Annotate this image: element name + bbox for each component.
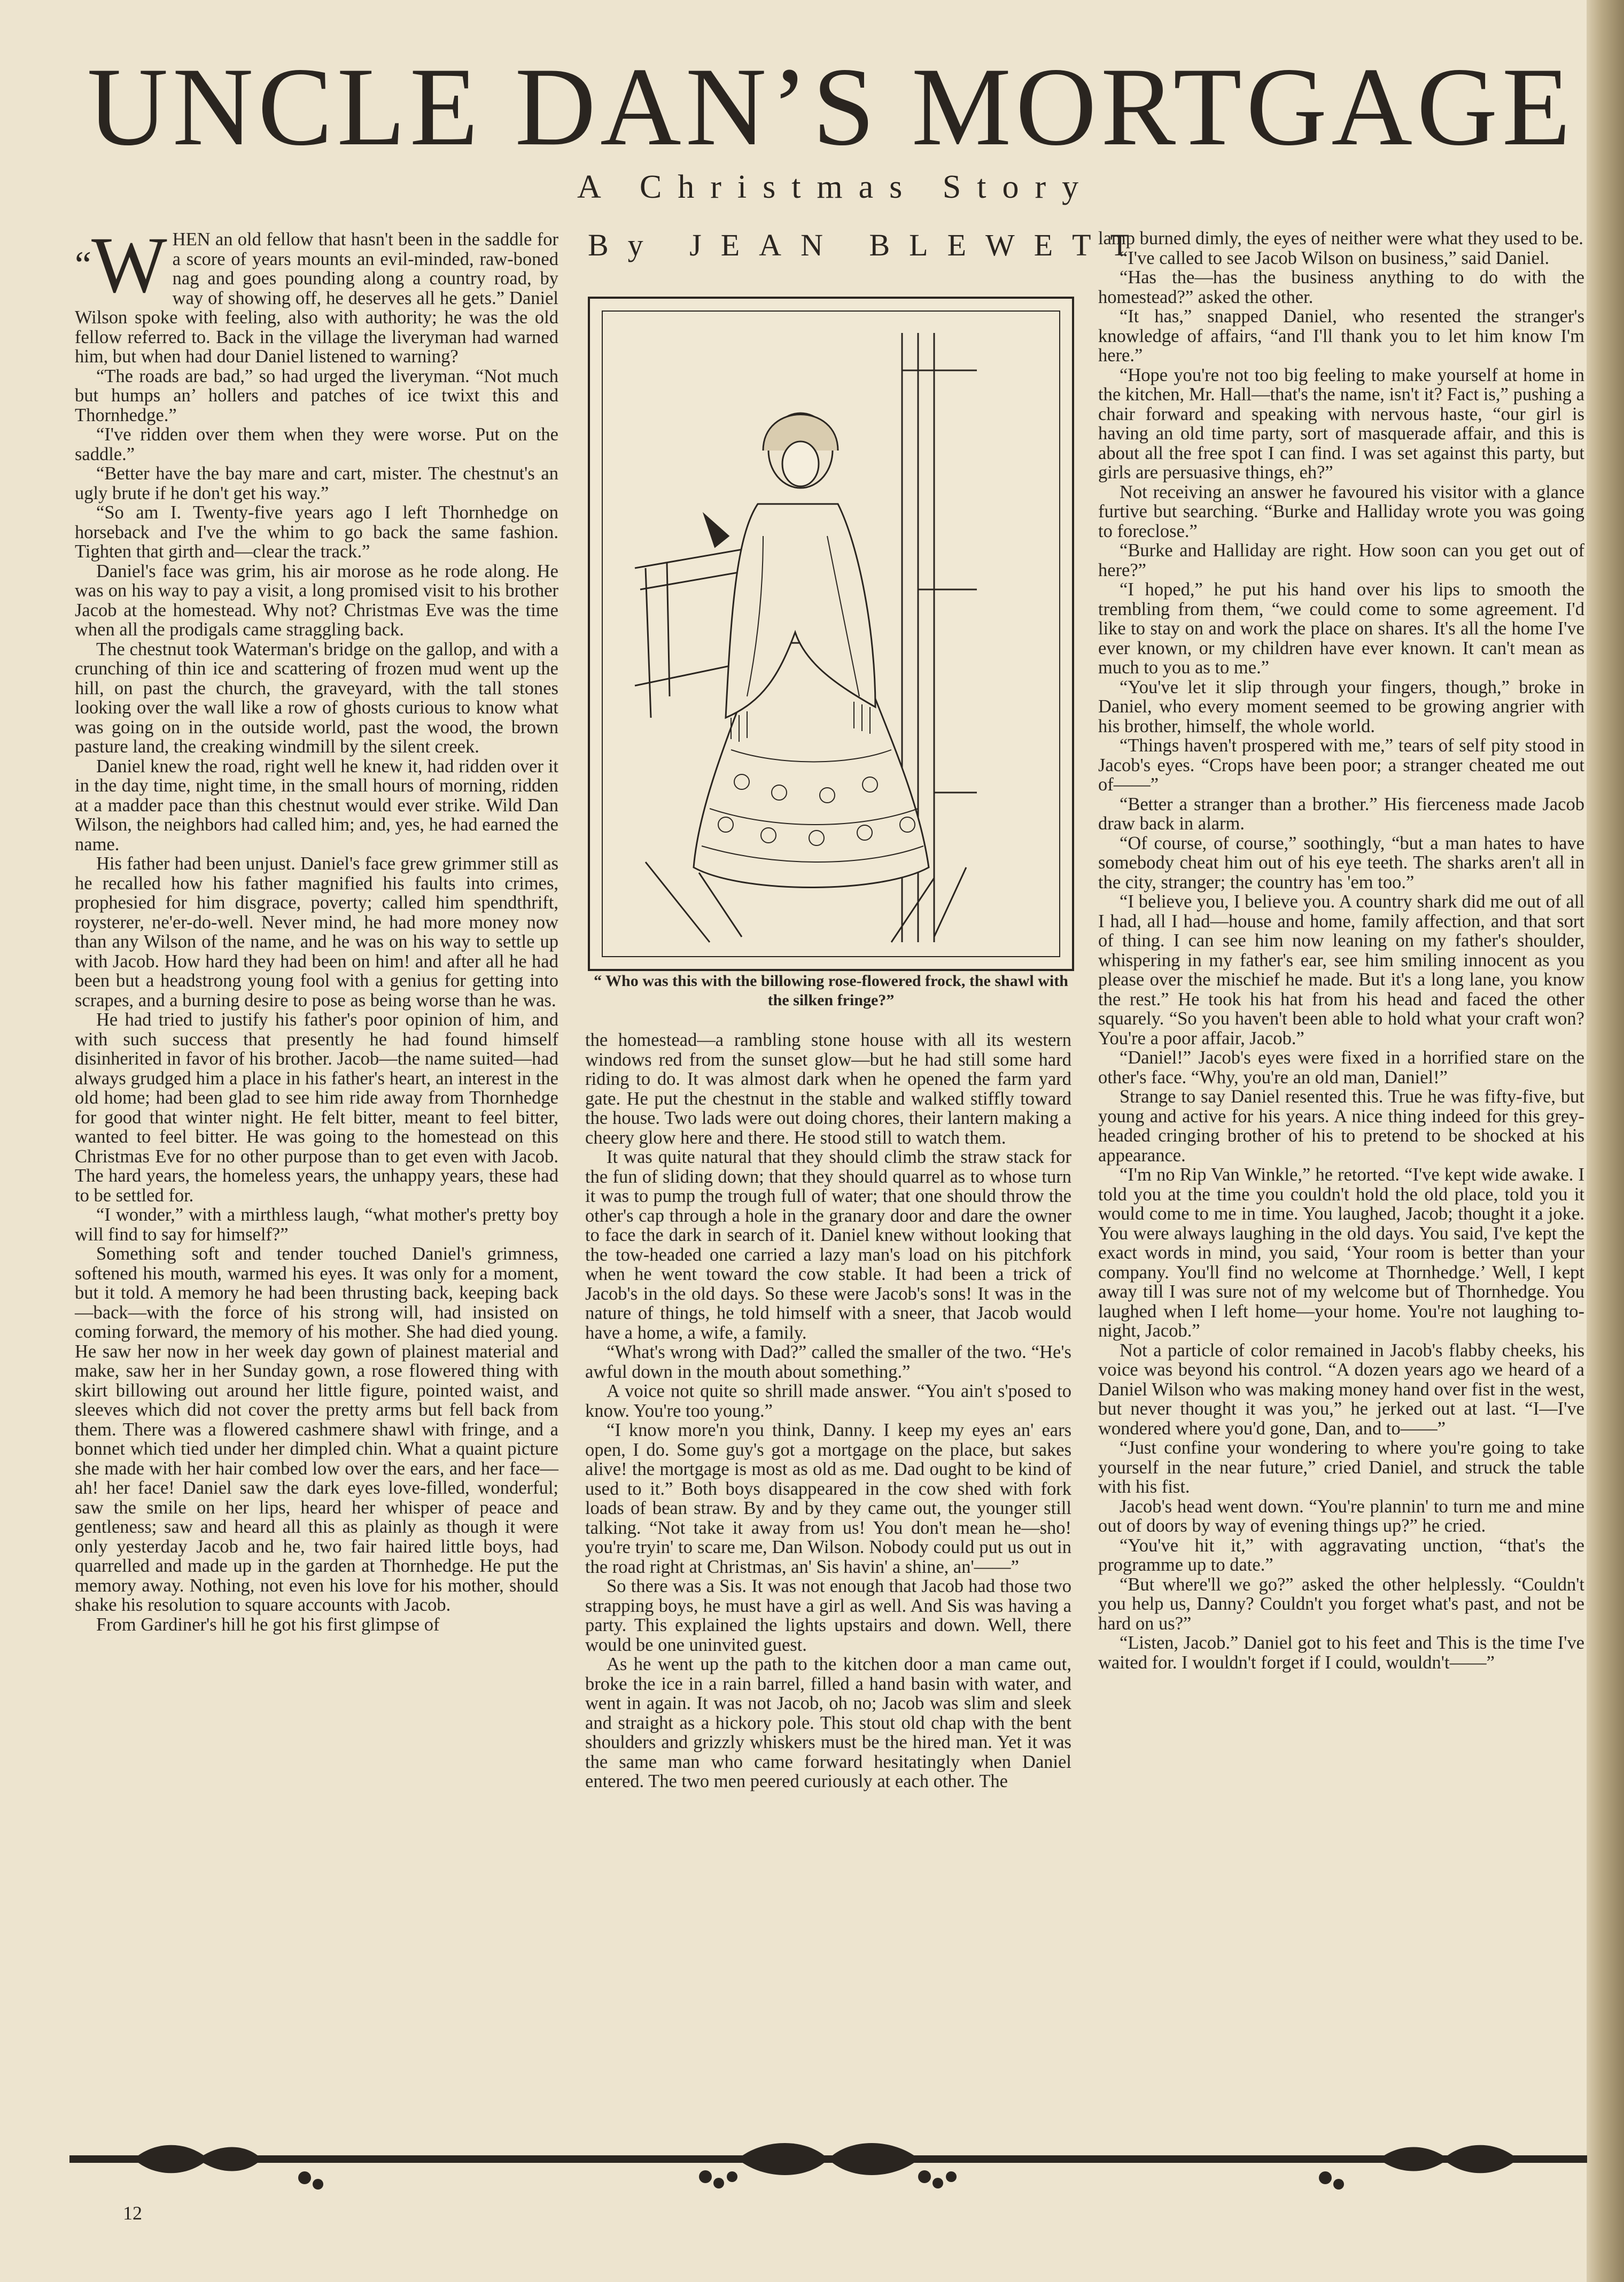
paragraph: “Better a stranger than a brother.” His fierceness made Jacob draw back in alarm. — [1098, 794, 1584, 834]
paragraph: “I'm no Rip Van Winkle,” he retorted. “I've kept wide awake. I told you at the time you couldn't hold the old place, told you it would come to me in time. You laughed, Jacob; thought it a joke. You were always laughing in the old days. You said, I've kept the exact words in mind, you said, ‘Your room is better than your company. You'll find no welcome at Thornhedge.’ Well, I kept away till I was sure not of my welcome but of Thornhedge. You laughed when I left home—your home. You're not laughing to-night, Jacob.” — [1098, 1165, 1584, 1341]
article-title: UNCLE DAN’S MORTGAGE — [87, 45, 1575, 169]
paragraph: “So am I. Twenty-five years ago I left Thornhedge on horseback and I've the whim to go back the same fashion. Tighten that girth and—clear the track.” — [75, 502, 558, 562]
paragraph: “Listen, Jacob.” Daniel got to his feet and This is the time I've waited for. I wouldn't forget if I could, wouldn't——” — [1098, 1633, 1584, 1673]
paragraph: “It has,” snapped Daniel, who resented the stranger's knowledge of affairs, “and I'll thank you to let him know I'm here.” — [1098, 306, 1584, 366]
paragraph: “Hope you're not too big feeling to make yourself at home in the kitchen, Mr. Hall—that's the name, isn't it? Fact is,” pushing a chair forward and speaking with nervous haste, “our girl is having an old time party, sort of masquerade affair, and this is about all the free spot I can find. I was set against this party, but girls are persuasive things, eh?” — [1098, 364, 1584, 483]
paragraph: The chestnut took Waterman's bridge on the gallop, and with a crunching of thin ice and scattering of frozen mud went up the hill, on past the church, the graveyard, with the tall stones looking over the wall like a row of ghosts curious to know what was going on in the outside world, past the wood, the brown pasture land, the creaking windmill by the silent creek. — [75, 639, 558, 757]
paragraph: From Gardiner's hill he got his first glimpse of — [96, 1614, 440, 1635]
paragraph: Jacob's head went down. “You're plannin' to turn me and mine out of doors by way of evening things up?” he cried. — [1098, 1496, 1584, 1536]
paragraph: “I believe you, I believe you. A country shark did me out of all I had, all I had—house and home, family affection, and that sort of thing. I can see him now leaning on my father's shoulder, whispering in my father's ear, see him smiling innocent as you please over the mischief he made. But it's a long lane, you know the rest.” He took his hat from his head and faced the other squarely. “So you haven't been able to hold what your craft won? You're a poor affair, Jacob.” — [1098, 891, 1584, 1049]
paragraph: As he went up the path to the kitchen door a man came out, broke the ice in a rain barrel, filled a hand basin with water, and went in again. It was not Jacob, oh no; Jacob was slim and sleek and straight as a hickory pole. This stout old chap with the bent shoulders and grizzly whiskers must be the hired man. Yet it was the same man who came forward hesitatingly when Daniel entered. The two men peered curiously at each other. The — [585, 1654, 1071, 1791]
paragraph: “Daniel!” Jacob's eyes were fixed in a horrified stare on the other's face. “Why, you're an old man, Daniel!” — [1098, 1047, 1584, 1088]
paragraph: “I know more'n you think, Danny. I keep my eyes an' ears open, I do. Some guy's got a mortgage on the place, but sakes alive! the mortgage is most as old as me. Dad ought to be kind of used to it.” Both boys disappeared in the cow shed with fork loads of bean straw. By and by they came out, the younger still talking. “Not take it away from us! You don't mean he—sho! you're tryin' to scare me, Dan Wilson. Nobody could put us out in the road right at Christmas, an' Sis havin' a shine, an'——” — [585, 1420, 1071, 1577]
illustration-caption: “ Who was this with the billowing rose-flowered frock, the shawl with the silken fringe?” — [594, 972, 1068, 1009]
illustration-inner-border — [602, 311, 1060, 957]
paragraph: Not a particle of color remained in Jacob's flabby cheeks, his voice was beyond his control. “A dozen years ago we heard of a Daniel Wilson who was making money hand over fist in the west, but never thought it was you,” he jerked out at last. “I—I've wondered where you'd gone, Dan, and to——” — [1098, 1340, 1584, 1439]
page-number: 12 — [123, 2202, 142, 2224]
paragraph: “Things haven't prospered with me,” tears of self pity stood in Jacob's eyes. “Crops have been poor; a stranger cheated me out of——” — [1098, 735, 1584, 795]
opening-paragraph: “W HEN an old fellow that hasn't been in the saddle for a score of years mounts an evil-minded, raw-boned nag and goes pounding along a country road, by way of showing off, he deserves all he gets.” Daniel Wilson spoke with feeling, also with authority; he was the old fellow referred to. Back in the village the liveryman had warned him, but when had dour Daniel listened to warning? — [75, 221, 558, 367]
paragraph: “Burke and Halliday are right. How soon can you get out of here?” — [1098, 540, 1584, 580]
paragraph: It was quite natural that they should climb the straw stack for the fun of sliding down; that they should quarrel as to whose turn it was to pump the trough full of water; that one should throw the other's cap through a hole in the granary door and dare the owner to face the dark in search of it. Daniel knew without looking that the tow-headed one carried a lazy man's load on his pitchfork when he went toward the cow stable. It had been a trick of Jacob's in the old days. So these were Jacob's sons! It was in the nature of things, he told himself with a sneer, that Jacob would have a home, a wife, a family. — [585, 1147, 1071, 1343]
paragraph: He had tried to justify his father's poor opinion of him, and with such success that presently he had found himself disinherited in favor of his brother. Jacob—the name suited—had always grudged him a place in his father's heart, an interest in the old home; had been glad to see him ride away from Thornhedge for good that winter night. He felt bitter, meant to feel bitter, wanted to feel bitter. He was going to the homestead on this Christmas Eve for no other purpose than to get even with Jacob. The hard years, the homeless years, the unhappy years, these had to be settled for. — [75, 1010, 558, 1206]
paragraph: “You've let it slip through your fingers, though,” broke in Daniel, who every moment seemed to be growing angrier with his brother, himself, the whole world. — [1098, 677, 1584, 736]
paragraph: Not receiving an answer he favoured his visitor with a glance furtive but searching. “Burke and Halliday wrote you was going to foreclose.” — [1098, 482, 1584, 541]
text-column-1 — [75, 221, 558, 1635]
paragraph: “The roads are bad,” so had urged the liveryman. “Not much but humps an’ hollers and patches of ice twixt this and Thornhedge.” — [75, 366, 558, 425]
paragraph: “But where'll we go?” asked the other helplessly. “Couldn't you help us, Danny? Couldn't you forget what's past, and not be hard on us?” — [1098, 1574, 1584, 1634]
paragraph: Daniel's face was grim, his air morose as he rode along. He was on his way to pay a visit, a long promised visit to his brother Jacob at the homestead. Why not? Christmas Eve was the time when all the prodigals came straggling back. — [75, 561, 558, 640]
paragraph: “Just confine your wondering to where you're going to take yourself in the near future,” cried Daniel, and struck the table with his fist. — [1098, 1438, 1584, 1497]
paragraph: lamp burned dimly, the eyes of neither were what they used to be. — [1098, 228, 1583, 249]
paragraph: “I hoped,” he put his hand over his lips to smooth the trembling from them, “we could come to some agreement. I'd like to stay on and work the place on shares. It's all the home I've ever known, or my children have ever known. It can't mean as much to you as to me.” — [1098, 579, 1584, 678]
paragraph: “Has the—has the business anything to do with the homestead?” asked the other. — [1098, 267, 1584, 307]
paragraph: “I've ridden over them when they were worse. Put on the saddle.” — [75, 424, 558, 464]
page-edge — [1587, 0, 1624, 2282]
illustration-frame — [588, 297, 1074, 971]
paragraph: “Of course, of course,” soothingly, “but a man hates to have somebody cheat him out of his eye teeth. The sharks aren't all in the city, stranger; the country has 'em too.” — [1098, 833, 1584, 892]
paragraph: Daniel knew the road, right well he knew it, had ridden over it in the day time, night time, in the small hours of morning, ridden at a madder pace than this chestnut would ever strike. Wild Dan Wilson, the neighbors had called him; and, yes, he had earned the name. — [75, 756, 558, 855]
article-subtitle: A Christmas Story — [577, 169, 1095, 205]
paragraph: “I wonder,” with a mirthless laugh, “what mother's pretty boy will find to say for himself?” — [75, 1205, 558, 1245]
holly-berry-ornament — [69, 2135, 1587, 2194]
paragraph: His father had been unjust. Daniel's face grew grimmer still as he recalled how his father magnified his faults into crimes, prophesied for him disgrace, poverty; called him spendthrift, roysterer, ne'er-do-well. Never mind, he had more money now than any Wilson of the name, and he was on his way to settle up with Jacob. How hard they had been on him! and after all he had been but a headstrong young fool with a genius for getting into scrapes, and a burning desire to pose as being worse than he was. — [75, 853, 558, 1011]
paragraph: Strange to say Daniel resented this. True he was fifty-five, but young and active for his years. A nice thing indeed for this grey-headed cringing brother of his to pretend to be shocked at his appearance. — [1098, 1086, 1584, 1166]
paragraph: the homestead—a rambling stone house with all its western windows red from the sunset glow—but he had still some hard riding to do. It was almost dark when he opened the farm yard gate. He put the chestnut in the stable and walked stiffly toward the house. Two lads were out doing chores, their lantern making a cheery glow here and there. He stood still to watch them. — [585, 1030, 1071, 1148]
article-byline: By JEAN BLEWETT — [588, 228, 1149, 262]
text-column-3 — [1098, 229, 1584, 1672]
paragraph: So there was a Sis. It was not enough that Jacob had those two strapping boys, he must have a girl as well. And Sis was having a party. This explained the lights upstairs and down. Well, there would be one uninvited guest. — [585, 1576, 1071, 1655]
drop-cap: “W — [75, 221, 167, 309]
paragraph: “You've hit it,” with aggravating unction, “that's the programme up to date.” — [1098, 1535, 1584, 1575]
text-column-2 — [585, 1030, 1071, 1791]
paragraph: “I've called to see Jacob Wilson on business,” said Daniel. — [1120, 247, 1550, 268]
paragraph: “What's wrong with Dad?” called the smaller of the two. “He's awful down in the mouth about something.” — [585, 1342, 1071, 1382]
paragraph: “Better have the bay mare and cart, mister. The chestnut's an ugly brute if he don't get his way.” — [75, 463, 558, 503]
paragraph: Something soft and tender touched Daniel's grimness, softened his mouth, warmed his eyes. It was only for a moment, but it told. A memory he had been thrusting back, keeping back—back—with the force of his strong will, had insisted on coming forward, the memory of his mother. She had died young. He saw her now in her week day gown of plainest material and make, saw her in her Sunday gown, a rose flowered thing with skirt billowing out around her little figure, pointed waist, and sleeves which did not cover the pretty arms but fell back from them. There was a flowered cashmere shawl with fringe, and a bonnet which tied under her dimpled chin. What a quaint picture she made with her hair combed low over the ears, and her face—ah! her face! Daniel saw the dark eyes love-filled, wonderful; saw the smile on her lips, heard her whisper of peace and gentleness; saw and heard all this as plainly as though it were only yesterday Jacob and he, two fair haired little boys, had quarrelled and made up in the garden at Thornhedge. He put the memory away. Nothing, not even his love for his mother, should shake his resolution to square accounts with Jacob. — [75, 1244, 558, 1615]
paragraph: A voice not quite so shrill made answer. “You ain't s'posed to know. You're too young.” — [585, 1381, 1071, 1421]
woman-in-shawl-and-bonnet-illustration — [603, 312, 1061, 958]
